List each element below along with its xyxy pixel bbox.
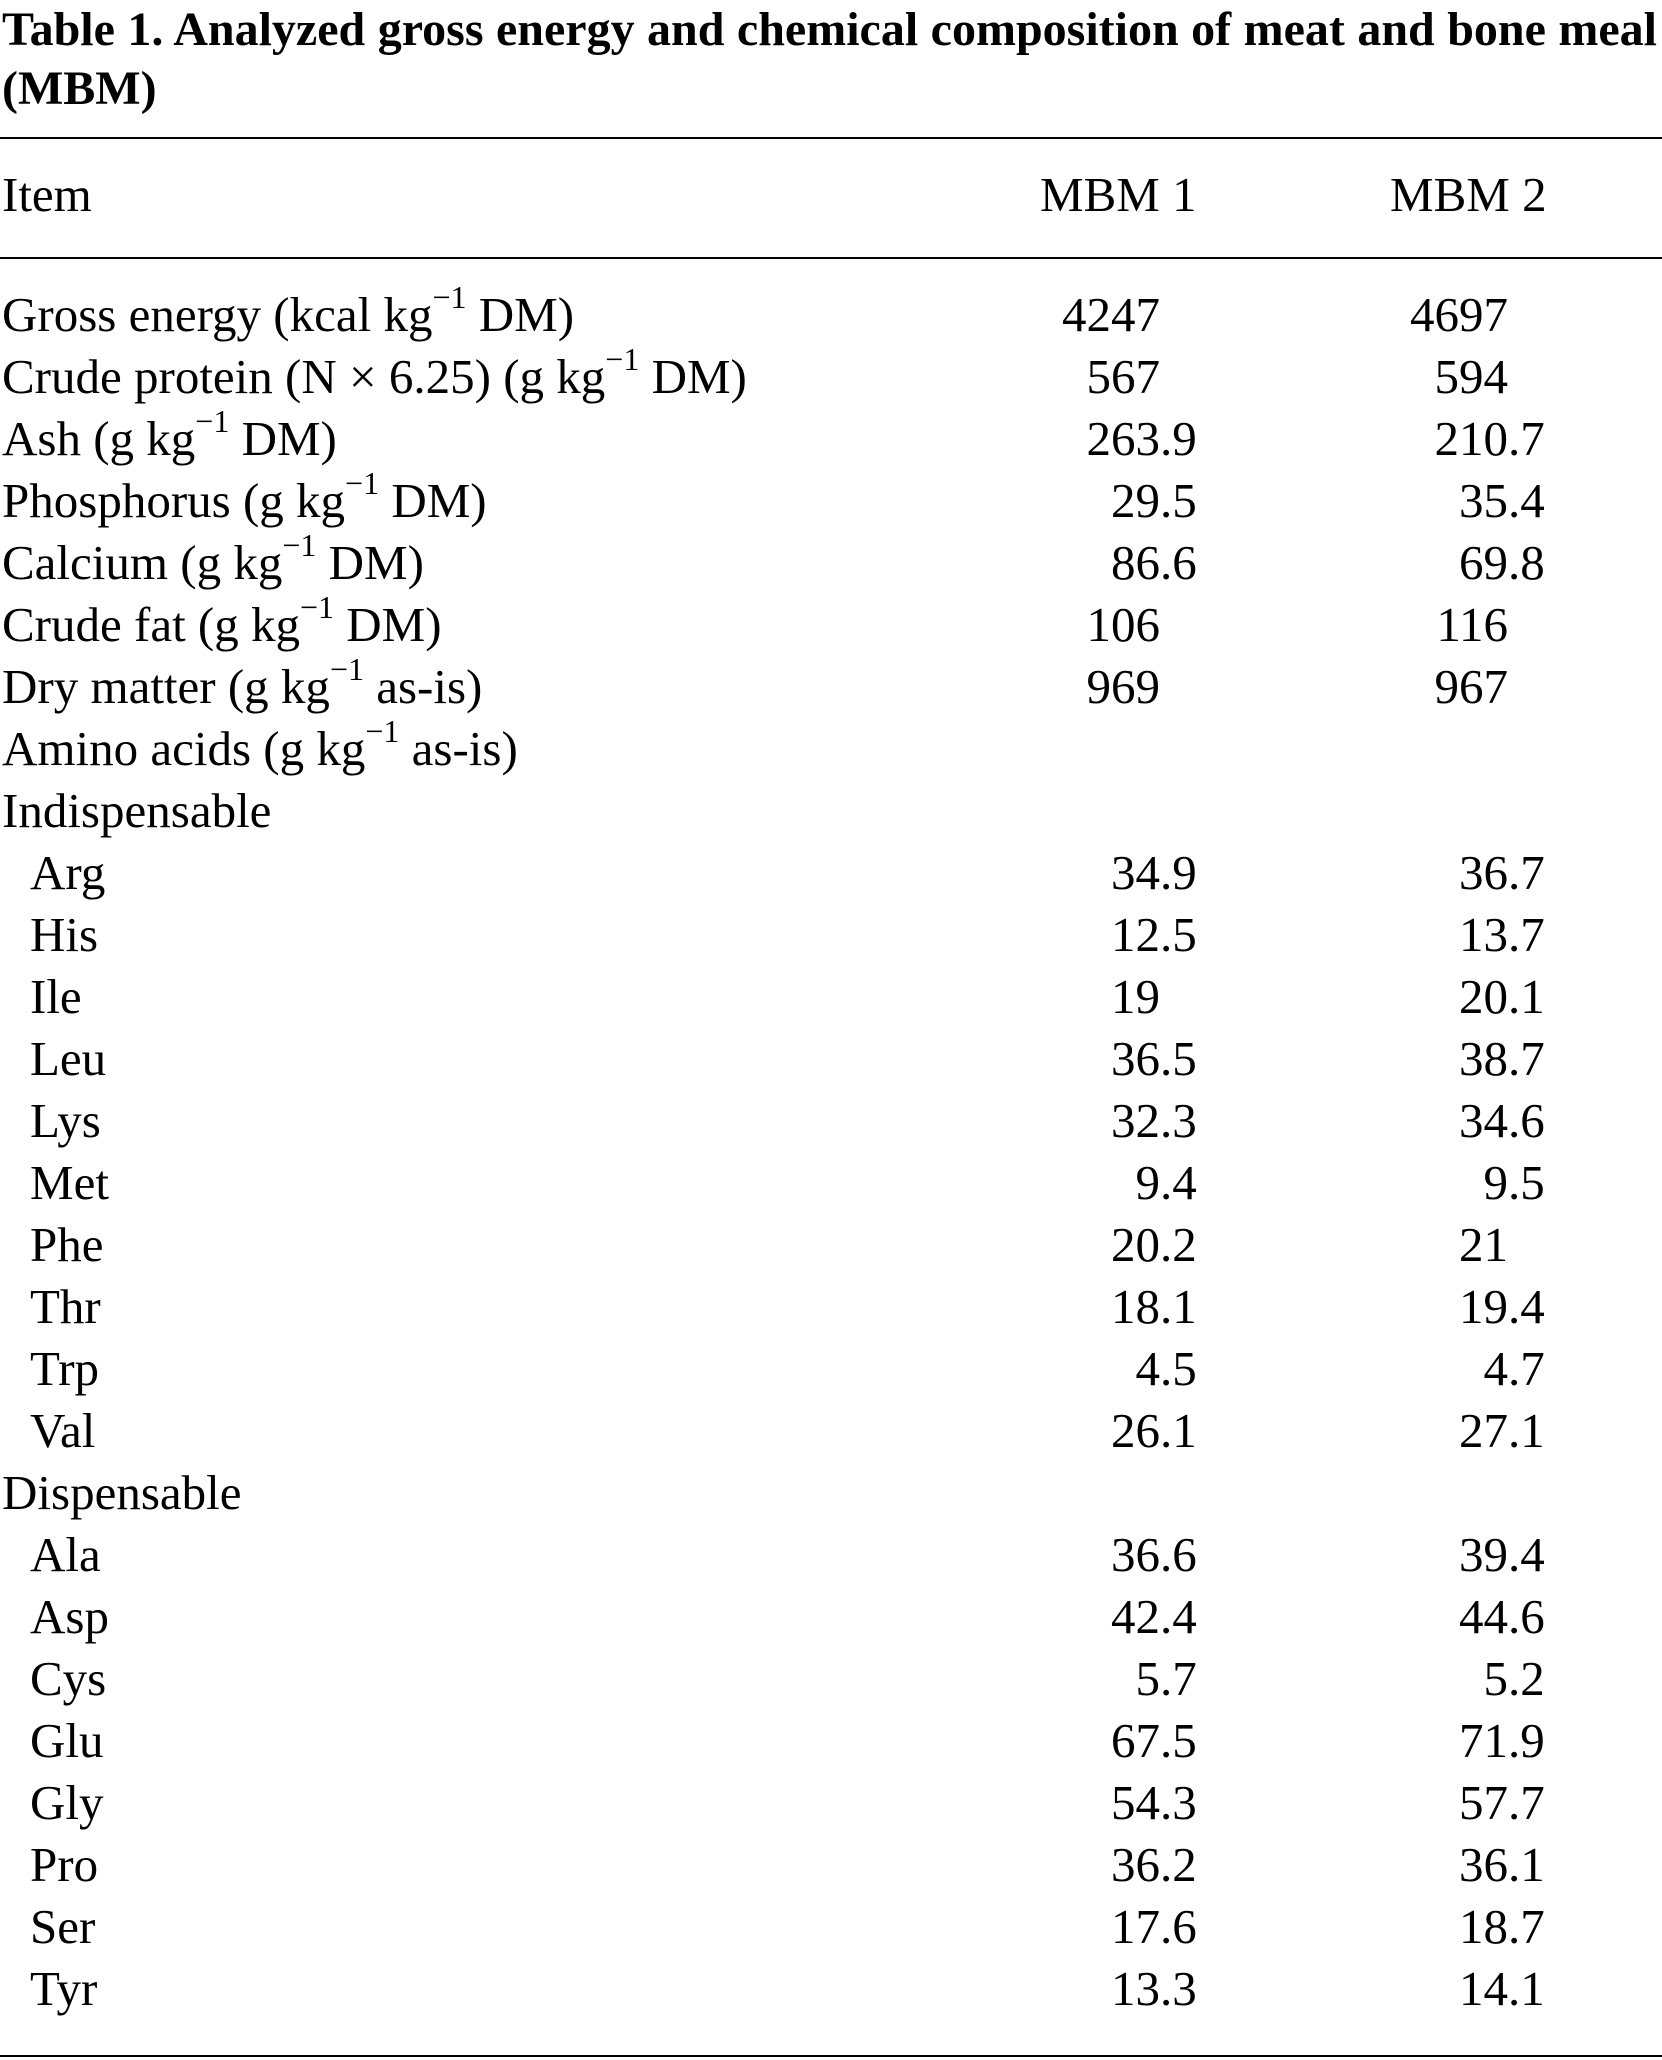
cell-mbm2: 38.7 [1459, 1031, 1545, 1086]
cell-mbm1: 36.5 [1111, 1031, 1197, 1086]
table-row [0, 1834, 1662, 1896]
row-label-text: Ash (g kg [2, 411, 196, 466]
row-label [2, 402, 337, 470]
cell-mbm2: 967 [1434, 659, 1508, 714]
row-label-text: Ile [30, 969, 82, 1024]
row-label-text: Met [30, 1155, 109, 1210]
row-label-text: Pro [30, 1837, 99, 1892]
table-row [0, 1152, 1662, 1214]
cell-mbm2: 4.7 [1483, 1341, 1545, 1396]
row-label-text: Crude protein (N × 6.25) (g kg [2, 349, 606, 404]
row-label [2, 650, 483, 718]
row-label-text: His [30, 907, 99, 962]
cell-mbm1: 54.3 [1111, 1775, 1197, 1830]
row-label [2, 464, 487, 532]
cell-mbm1: 106 [1086, 597, 1160, 652]
cell-mbm1: 32.3 [1111, 1093, 1197, 1148]
cell-mbm2: 9.5 [1483, 1155, 1545, 1210]
row-label-exponent: −1 [365, 712, 400, 749]
row-label-exponent: −1 [195, 402, 230, 439]
cell-mbm2: 34.6 [1459, 1093, 1545, 1148]
cell-mbm2: 14.1 [1459, 1961, 1545, 2016]
row-label [2, 340, 747, 408]
cell-mbm2: 18.7 [1459, 1899, 1545, 1954]
table-row [0, 1338, 1662, 1400]
row-label-text: Gross energy (kcal kg [2, 287, 433, 342]
table-row [0, 1648, 1662, 1710]
row-label [30, 1028, 106, 1090]
cell-mbm1: 263.9 [1086, 411, 1197, 466]
cell-mbm1: 34.9 [1111, 845, 1197, 900]
row-label-exponent: −1 [432, 278, 467, 315]
cell-mbm1: 20.2 [1111, 1217, 1197, 1272]
row-label-text: Ala [30, 1527, 101, 1582]
row-label-unit: DM) [639, 349, 747, 404]
row-label-text: Glu [30, 1713, 104, 1768]
row-label [30, 1772, 104, 1834]
cell-mbm2: 116 [1436, 597, 1508, 652]
row-label [30, 1958, 97, 2020]
cell-mbm1: 67.5 [1111, 1713, 1197, 1768]
table-body [0, 278, 1662, 2020]
row-label [2, 588, 442, 656]
cell-mbm1: 29.5 [1111, 473, 1197, 528]
table-row [0, 402, 1662, 470]
table-row [0, 1214, 1662, 1276]
cell-mbm1: 18.1 [1111, 1279, 1197, 1334]
cell-mbm2: 69.8 [1459, 535, 1545, 590]
row-label-text: Ser [30, 1899, 96, 1954]
row-label-exponent: −1 [300, 588, 335, 625]
table-row [0, 842, 1662, 904]
cell-mbm2: 44.6 [1459, 1589, 1545, 1644]
row-label-exponent: −1 [282, 526, 317, 563]
row-label-text: Gly [30, 1775, 104, 1830]
table-row [0, 1090, 1662, 1152]
table-row [0, 650, 1662, 718]
row-label-text: Dispensable [2, 1465, 242, 1520]
cell-mbm1: 36.6 [1111, 1527, 1197, 1582]
table-top-rule [0, 137, 1662, 139]
row-label-text: Asp [30, 1589, 109, 1644]
cell-mbm1: 969 [1086, 659, 1160, 714]
row-label-text: Trp [30, 1341, 100, 1396]
table-row [0, 1462, 1662, 1524]
row-label-text: Thr [30, 1279, 101, 1334]
row-label [30, 1710, 104, 1772]
cell-mbm2: 39.4 [1459, 1527, 1545, 1582]
table-row [0, 340, 1662, 408]
cell-mbm2: 4697 [1410, 287, 1508, 342]
row-label [2, 712, 518, 780]
table-header-rule [0, 257, 1662, 259]
table-row [0, 1400, 1662, 1462]
table-caption: Table 1. Analyzed gross energy and chemical composition of meat and bone meal (MBM) [2, 3, 1657, 115]
cell-mbm1: 26.1 [1111, 1403, 1197, 1458]
row-label [30, 1648, 106, 1710]
table-row [0, 526, 1662, 594]
row-label [30, 1834, 98, 1896]
cell-mbm1: 4.5 [1135, 1341, 1197, 1396]
cell-mbm2: 20.1 [1459, 969, 1545, 1024]
table-row [0, 780, 1662, 842]
table-row [0, 1524, 1662, 1586]
cell-mbm1: 17.6 [1111, 1899, 1197, 1954]
cell-mbm1: 12.5 [1111, 907, 1197, 962]
row-label-unit: DM) [466, 287, 575, 342]
row-label [30, 966, 82, 1028]
row-label-exponent: −1 [329, 650, 364, 687]
row-label [30, 1214, 104, 1276]
column-header-mbm2: MBM 2 [1390, 167, 1547, 222]
table-row [0, 712, 1662, 780]
row-label-text: Crude fat (g kg [2, 597, 300, 652]
row-label-text: Phosphorus (g kg [2, 473, 346, 528]
row-label-text: Val [30, 1403, 96, 1458]
row-label-exponent: −1 [605, 340, 640, 377]
cell-mbm2: 594 [1434, 349, 1508, 404]
cell-mbm1: 19 [1111, 969, 1160, 1024]
cell-mbm1: 567 [1086, 349, 1160, 404]
row-label-unit: as-is) [363, 659, 483, 714]
table-row [0, 1958, 1662, 2020]
table-row [0, 1028, 1662, 1090]
table-row [0, 1276, 1662, 1338]
table-row [0, 1896, 1662, 1958]
column-header-mbm1: MBM 1 [1040, 167, 1197, 222]
row-label [30, 1152, 109, 1214]
table-bottom-rule [0, 2055, 1662, 2057]
cell-mbm2: 210.7 [1434, 411, 1545, 466]
row-label [30, 1896, 95, 1958]
row-label-text: Lys [30, 1093, 101, 1148]
cell-mbm2: 13.7 [1459, 907, 1545, 962]
row-label-exponent: −1 [345, 464, 380, 501]
row-label-unit: DM) [334, 597, 442, 652]
row-label-unit: DM) [316, 535, 424, 590]
row-label-unit: as-is) [399, 721, 518, 776]
cell-mbm2: 36.7 [1459, 845, 1545, 900]
row-label [30, 1524, 101, 1586]
row-label-text: Phe [30, 1217, 104, 1272]
row-label-text: Calcium (g kg [2, 535, 283, 590]
cell-mbm1: 9.4 [1135, 1155, 1197, 1210]
row-label-text: Cys [30, 1651, 107, 1706]
cell-mbm2: 57.7 [1459, 1775, 1545, 1830]
row-label-text: Arg [30, 845, 106, 900]
cell-mbm1: 4247 [1062, 287, 1160, 342]
row-label-text: Tyr [30, 1961, 98, 2016]
row-label-text: Dry matter (g kg [2, 659, 330, 714]
table-row [0, 278, 1662, 346]
row-label-unit: DM) [379, 473, 487, 528]
row-label [2, 278, 575, 346]
row-label-text: Indispensable [2, 783, 272, 838]
table-row [0, 464, 1662, 532]
cell-mbm2: 36.1 [1459, 1837, 1545, 1892]
table-row [0, 1772, 1662, 1834]
table-row [0, 904, 1662, 966]
row-label-text: Leu [30, 1031, 107, 1086]
cell-mbm2: 21 [1459, 1217, 1508, 1272]
row-label [30, 904, 98, 966]
cell-mbm1: 36.2 [1111, 1837, 1197, 1892]
row-label [2, 780, 271, 842]
cell-mbm1: 86.6 [1111, 535, 1197, 590]
cell-mbm2: 35.4 [1459, 473, 1545, 528]
cell-mbm2: 27.1 [1459, 1403, 1545, 1458]
table-row [0, 966, 1662, 1028]
row-label [30, 1338, 99, 1400]
table-row [0, 1710, 1662, 1772]
row-label-text: Amino acids (g kg [2, 721, 366, 776]
row-label [30, 1276, 101, 1338]
row-label [2, 1462, 242, 1524]
cell-mbm2: 19.4 [1459, 1279, 1545, 1334]
cell-mbm1: 5.7 [1135, 1651, 1197, 1706]
column-header-item: Item [2, 167, 92, 222]
cell-mbm2: 5.2 [1483, 1651, 1545, 1706]
row-label [30, 842, 105, 904]
table-row [0, 1586, 1662, 1648]
cell-mbm1: 13.3 [1111, 1961, 1197, 2016]
row-label [30, 1400, 95, 1462]
row-label [30, 1090, 101, 1152]
cell-mbm1: 42.4 [1111, 1589, 1197, 1644]
row-label-unit: DM) [229, 411, 337, 466]
row-label [30, 1586, 109, 1648]
row-label [2, 526, 424, 594]
cell-mbm2: 71.9 [1459, 1713, 1545, 1768]
table-row [0, 588, 1662, 656]
